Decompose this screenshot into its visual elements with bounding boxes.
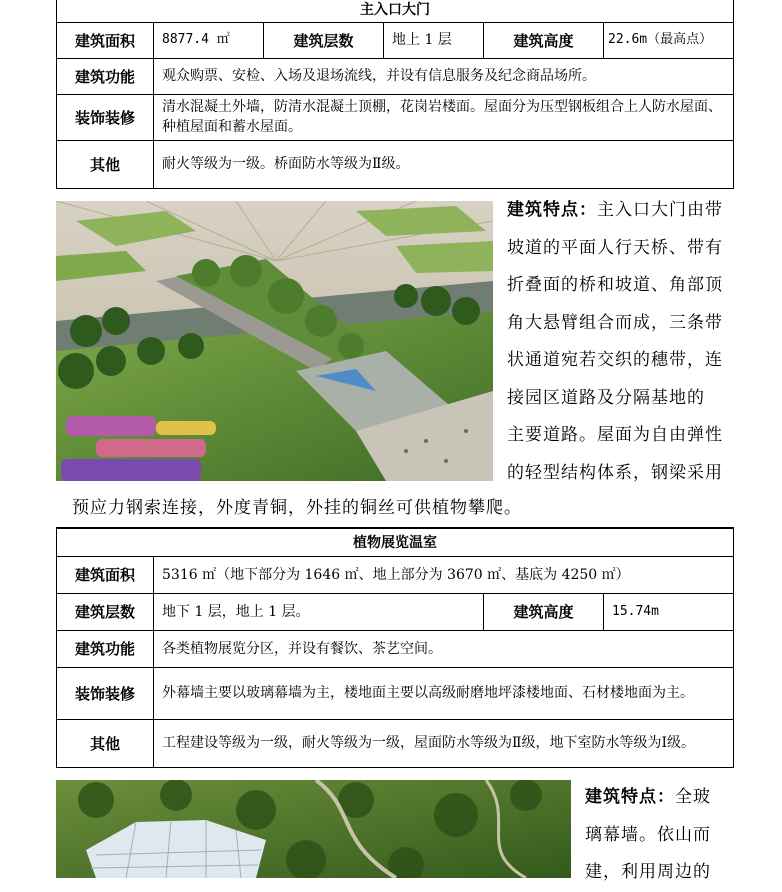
entrance-function-value: 观众购票、安检、入场及退场流线，并设有信息服务及纪念商品场所。 (154, 58, 734, 94)
entrance-feature-line-5: 状通道宛若交织的穗带，连 (507, 350, 723, 370)
greenhouse-feature-line-2: 璃幕墙。依山而 (585, 824, 711, 845)
entrance-feature-line-3: 折叠面的桥和坡道、角部顶 (507, 275, 723, 295)
entrance-rendering-photo (56, 201, 493, 481)
greenhouse-height-label: 建筑高度 (484, 593, 604, 630)
greenhouse-feature-line-3: 建，利用周边的 (585, 862, 711, 882)
greenhouse-decoration-label: 装饰装修 (57, 667, 154, 719)
entrance-area-value: 8877.4 ㎡ (154, 22, 264, 58)
entrance-feature-text (507, 192, 732, 492)
entrance-feature-line-2: 坡道的平面人行天桥、带有 (507, 237, 723, 258)
greenhouse-spec-table (56, 527, 734, 768)
greenhouse-feature-label: 建筑特点： (585, 787, 675, 807)
entrance-decoration-label: 装饰装修 (57, 94, 154, 140)
greenhouse-other-value: 工程建设等级为一级，耐火等级为一级，屋面防水等级为Ⅱ级，地下室防水等级为Ⅰ级。 (154, 719, 734, 767)
entrance-feature-line-1: 建筑特点：主入口大门由带 (507, 200, 723, 220)
greenhouse-table-title: 植物展览温室 (57, 528, 734, 556)
greenhouse-function-label: 建筑功能 (57, 630, 154, 667)
entrance-other-value: 耐火等级为一级。桥面防水等级为Ⅱ级。 (154, 140, 734, 188)
entrance-function-label: 建筑功能 (57, 58, 154, 94)
entrance-spec-table (56, 0, 734, 189)
greenhouse-feature-line-1: 建筑特点：全玻 (585, 787, 711, 807)
entrance-feature-line-7: 主要道路。屋面为自由弹性 (507, 425, 723, 445)
entrance-feature-label: 建筑特点： (507, 200, 597, 220)
greenhouse-height-value: 15.74m (604, 593, 734, 630)
entrance-feature-line-8: 的轻型结构体系，钢梁采用 (507, 462, 723, 483)
entrance-height-label: 建筑高度 (484, 22, 604, 58)
greenhouse-function-value: 各类植物展览分区，并设有餐饮、茶艺空间。 (154, 630, 734, 667)
entrance-floors-label: 建筑层数 (264, 22, 384, 58)
entrance-area-label: 建筑面积 (57, 22, 154, 58)
entrance-height-value: 22.6m（最高点） (604, 22, 734, 58)
greenhouse-floors-value: 地下 1 层，地上 1 层。 (154, 593, 484, 630)
entrance-other-label: 其他 (57, 140, 154, 188)
greenhouse-feature-text (585, 779, 735, 892)
entrance-decoration-value: 清水混凝土外墙，防清水混凝土顶棚，花岗岩楼面。屋面分为压型钢板组合上人防水屋面、种植屋面和蓄水屋面。 (154, 94, 734, 140)
entrance-floors-value: 地上 1 层 (384, 22, 484, 58)
greenhouse-other-label: 其他 (57, 719, 154, 767)
entrance-feature-line-6: 接园区道路及分隔基地的 (507, 387, 705, 408)
greenhouse-area-value: 5316 ㎡（地下部分为 1646 ㎡、地上部分为 3670 ㎡、基底为 4250 ㎡） (154, 556, 734, 593)
greenhouse-area-label: 建筑面积 (57, 556, 154, 593)
entrance-feature-tail: 预应力钢索连接，外度青铜，外挂的铜丝可供植物攀爬。 (72, 498, 522, 518)
greenhouse-decoration-value: 外幕墙主要以玻璃幕墙为主，楼地面主要以高级耐磨地坪漆楼地面、石材楼地面为主。 (154, 667, 734, 719)
entrance-feature-line-4: 角大悬臂组合而成，三条带 (507, 312, 723, 333)
entrance-table-title: 主入口大门 (57, 0, 734, 22)
greenhouse-floors-label: 建筑层数 (57, 593, 154, 630)
greenhouse-rendering-photo (56, 780, 571, 878)
